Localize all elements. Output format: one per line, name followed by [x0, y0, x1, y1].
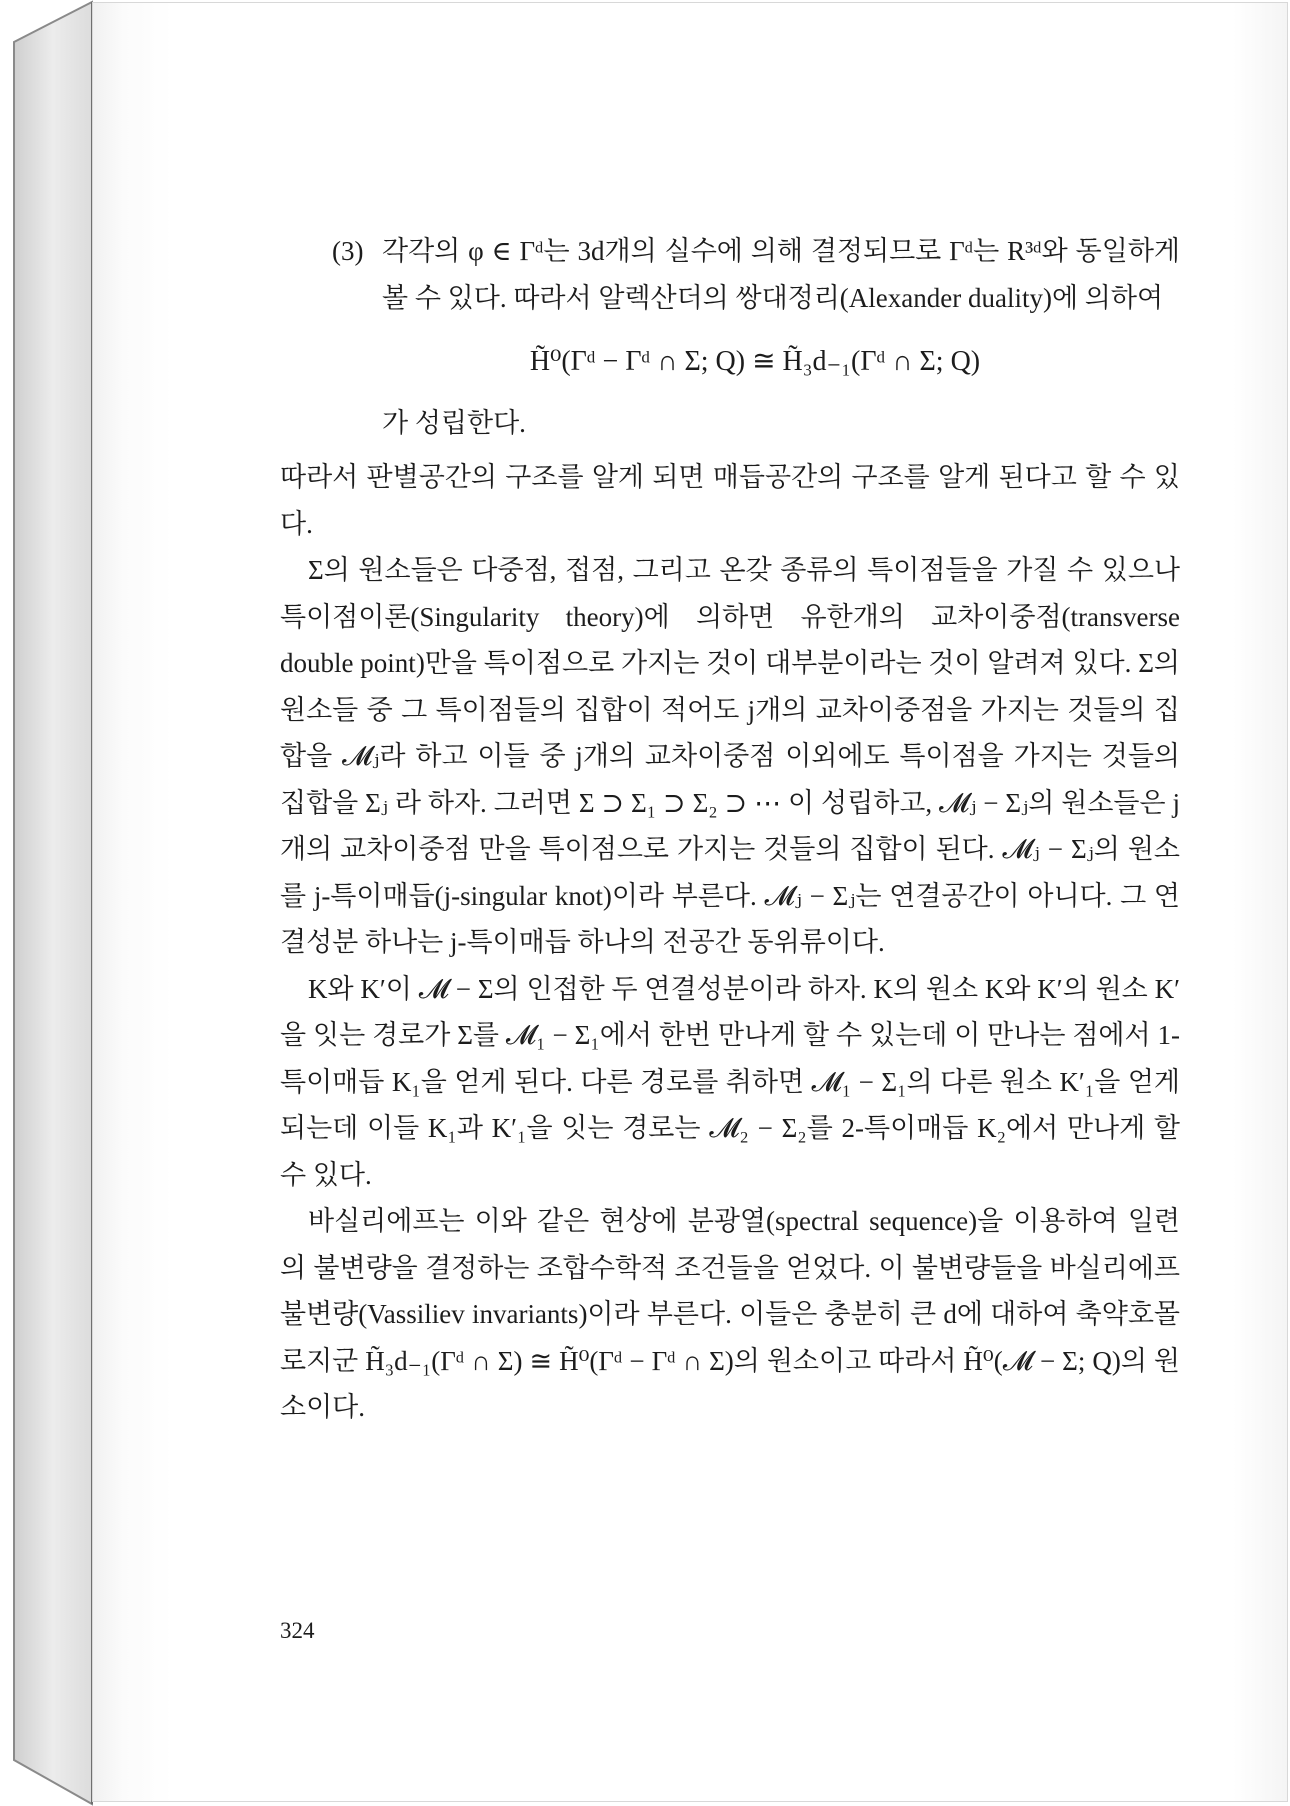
item-text: 각각의 φ ∈ Γᵈ는 3d개의 실수에 의해 결정되므로 Γᵈ는 R³ᵈ와 동일하게 볼 수 있다. 따라서 알렉산더의 쌍대정리(Alexander duality)에 의하여 [382, 236, 1180, 313]
paragraph: 따라서 판별공간의 구조를 알게 되면 매듭공간의 구조를 알게 된다고 할 수 있다. [280, 462, 1180, 539]
paragraph: K와 K′이 𝓜 − Σ의 인접한 두 연결성분이라 하자. K의 원소 K와 K′의 원소 K′을 잇는 경로가 Σ를 𝓜₁ − Σ₁에서 한번 만나게 할 수 있는데 이 만나는 점에서 1-특이매듭 K₁을 얻게 된다. 다른 경로를 취하면 𝓜₁ − Σ₁의 다른 원소 K′₁을 얻게 되는데 이들 K₁과 K′₁을 잇는 경로는 𝓜₂ − Σ₂를 2-특이매듭 K₂에서 만나게 할 수 있다. [280, 973, 1180, 1190]
page-text [280, 228, 1180, 1431]
paragraph: Σ의 원소들은 다중점, 접점, 그리고 온갖 종류의 특이점들을 가질 수 있으나 특이점이론(Singularity theory)에 의하면 유한개의 교차이중점(transverse double point)만을 특이점으로 가지는 것이 대부분이라는 것이 알려져 있다. Σ의 원소들 중 그 특이점들의 집합이 적어도 j개의 교차이중점을 가지는 것들의 집합을 𝓜ⱼ라 하고 이들 중 j개의 교차이중점 이외에도 특이점을 가지는 것들의 집합을 Σⱼ 라 하자. 그러면 Σ ⊃ Σ₁ ⊃ Σ₂ ⊃ ⋯ 이 성립하고, 𝓜ⱼ − Σⱼ의 원소들은 j개의 교차이중점 만을 특이점으로 가지는 것들의 집합이 된다. 𝓜ⱼ − Σⱼ의 원소를 j-특이매듭(j-singular knot)이라 부른다. 𝓜ⱼ − Σⱼ는 연결공간이 아니다. 그 연결성분 하나는 j-특이매듭 하나의 전공간 동위류이다. [280, 555, 1180, 957]
paragraph: 바실리에프는 이와 같은 현상에 분광열(spectral sequence)을 이용하여 일련의 불변량을 결정하는 조합수학적 조건들을 얻었다. 이 불변량들을 바실리에프 불변량(Vassiliev invariants)이라 부른다. 이들은 충분히 큰 d에 대하여 축약호몰로지군 H̃₃d₋₁(Γᵈ ∩ Σ) ≅ H̃⁰(Γᵈ − Γᵈ ∩ Σ)의 원소이고 따라서 H̃⁰(𝓜 − Σ; Q)의 원소이다. [280, 1206, 1180, 1422]
item-continuation: 가 성립한다. [382, 407, 526, 438]
page-number: 324 [280, 1618, 315, 1643]
display-formula: H̃⁰(Γᵈ − Γᵈ ∩ Σ; Q) ≅ H̃₃d₋₁(Γᵈ ∩ Σ; Q) [529, 346, 981, 377]
list-item-3 [280, 228, 1180, 321]
item-label: (3) [332, 236, 364, 266]
